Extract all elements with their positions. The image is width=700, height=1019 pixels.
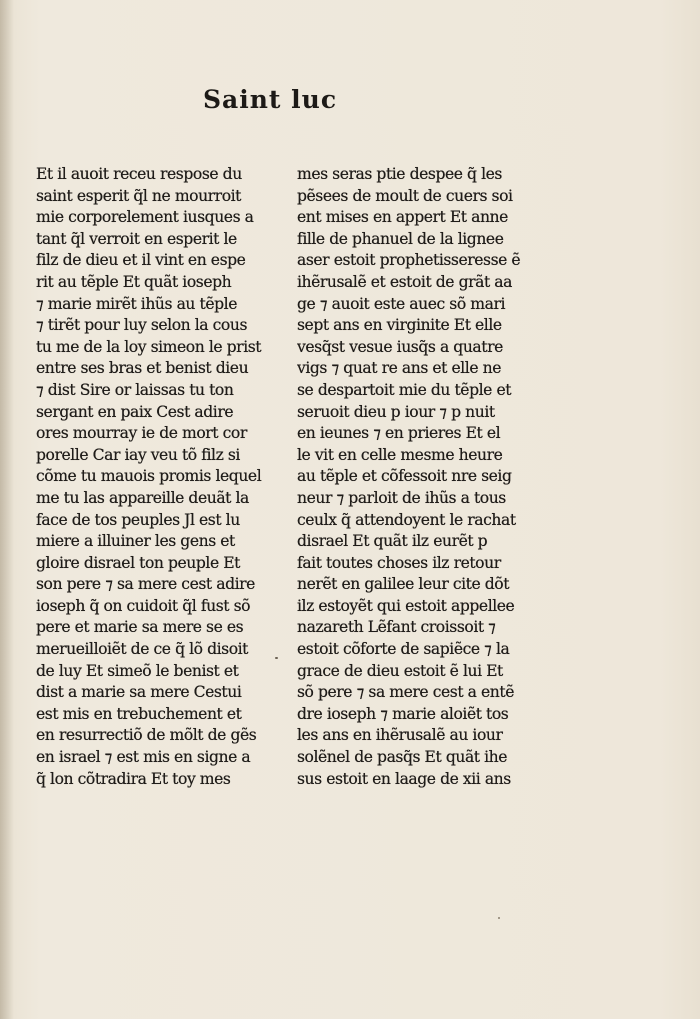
text-line: pere et marie sa mere se es xyxy=(36,618,244,637)
text-line: filz de dieu et il vint en espe xyxy=(36,251,246,270)
ink-speck xyxy=(498,917,500,919)
text-line: ihẽrusalẽ et estoit de grãt aa xyxy=(297,272,512,291)
text-line: le vit en celle mesme heure xyxy=(297,445,503,464)
text-line: merueilloiẽt de ce q̃ lõ disoit xyxy=(36,640,249,659)
text-line: dre ioseph ⁊ marie aloiẽt tos xyxy=(297,704,509,723)
text-line: porelle Car iay veu tõ filz si xyxy=(36,445,240,464)
text-line: pẽsees de moult de cuers soi xyxy=(297,186,513,205)
text-line: ⁊ dist Sire or laissas tu ton xyxy=(36,380,234,399)
text-line: me tu las appareille deuãt la xyxy=(36,488,249,507)
gutter-shadow xyxy=(0,0,14,1019)
text-line: ⁊ tirẽt pour luy selon la cous xyxy=(36,316,248,335)
text-line: entre ses bras et benist dieu xyxy=(36,359,249,378)
text-line: se despartoit mie du tẽple et xyxy=(297,380,512,399)
text-line: ⁊ marie mirẽt ihũs au tẽple xyxy=(36,294,237,313)
text-line: mes seras ptie despee q̃ les xyxy=(297,165,502,183)
text-line: en ieunes ⁊ en prieres Et el xyxy=(297,424,501,443)
text-line: solẽnel de pasq̃s Et quãt ihe xyxy=(297,748,508,767)
text-line: sus estoit en laage de xii ans xyxy=(297,769,511,788)
text-line: sergant en paix Cest adire xyxy=(36,402,234,421)
text-line: nerẽt en galilee leur cite dõt xyxy=(297,575,510,594)
text-line: sept ans en virginite Et elle xyxy=(297,316,502,335)
text-line: est mis en trebuchement et xyxy=(36,704,242,723)
text-line: les ans en ihẽrusalẽ au iour xyxy=(297,726,503,745)
text-line: en israel ⁊ est mis en signe a xyxy=(36,748,251,767)
text-line: son pere ⁊ sa mere cest adire xyxy=(36,575,255,594)
text-line: ioseph q̃ on cuidoit q̃l fust sõ xyxy=(36,596,251,615)
text-line: ge ⁊ auoit este auec sõ mari xyxy=(297,294,506,313)
text-line: vesq̃st vesue iusq̃s a quatre xyxy=(297,337,503,356)
text-line: ceulx q̃ attendoyent le rachat xyxy=(297,510,516,529)
text-line: nazareth Lẽfant croissoit ⁊ xyxy=(297,618,496,637)
text-line: tu me de la loy simeon le prist xyxy=(36,337,262,356)
text-line: seruoit dieu p iour ⁊ p nuit xyxy=(297,402,495,421)
ink-speck xyxy=(275,657,278,659)
text-line: mie corporelement iusques a xyxy=(36,208,254,227)
text-line: vigs ⁊ quat re ans et elle ne xyxy=(297,359,501,378)
text-line: miere a illuiner les gens et xyxy=(36,532,235,551)
text-line: neur ⁊ parloit de ihũs a tous xyxy=(297,488,506,507)
running-head: Saint luc xyxy=(203,85,338,114)
text-line: disrael Et quãt ilz eurẽt p xyxy=(297,532,488,551)
text-line: fille de phanuel de la lignee xyxy=(297,229,504,248)
text-line: dist a marie sa mere Cestui xyxy=(36,683,242,702)
text-line: fait toutes choses ilz retour xyxy=(297,553,501,572)
text-line: ores mourray ie de mort cor xyxy=(36,424,247,443)
text-line: aser estoit prophetisseresse ẽ xyxy=(297,251,521,270)
text-line: grace de dieu estoit ẽ lui Et xyxy=(297,661,503,680)
text-line: gloire disrael ton peuple Et xyxy=(36,553,240,572)
text-line: cõme tu mauois promis lequel xyxy=(36,467,262,486)
text-line: de luy Et simeõ le benist et xyxy=(36,661,239,680)
text-line: ent mises en appert Et anne xyxy=(297,208,508,227)
text-line: Et il auoit receu respose du xyxy=(36,165,242,183)
right-text-column xyxy=(297,164,527,790)
text-line: au tẽple et cõfessoit nre seig xyxy=(297,467,512,486)
text-line: ilz estoyẽt qui estoit appellee xyxy=(297,596,515,615)
text-line: tant q̃l verroit en esperit le xyxy=(36,229,237,248)
text-line: q̃ lon cõtradira Et toy mes xyxy=(36,769,231,788)
text-line: saint esperit q̃l ne mourroit xyxy=(36,186,241,205)
text-line: estoit cõforte de sapiẽce ⁊ la xyxy=(297,640,510,659)
left-text-column xyxy=(36,164,266,790)
text-line: en resurrectiõ de mõlt de gẽs xyxy=(36,726,257,745)
text-line: rit au tẽple Et quãt ioseph xyxy=(36,272,232,291)
text-line: sõ pere ⁊ sa mere cest a entẽ xyxy=(297,683,514,702)
text-line: face de tos peuples Jl est lu xyxy=(36,510,240,529)
